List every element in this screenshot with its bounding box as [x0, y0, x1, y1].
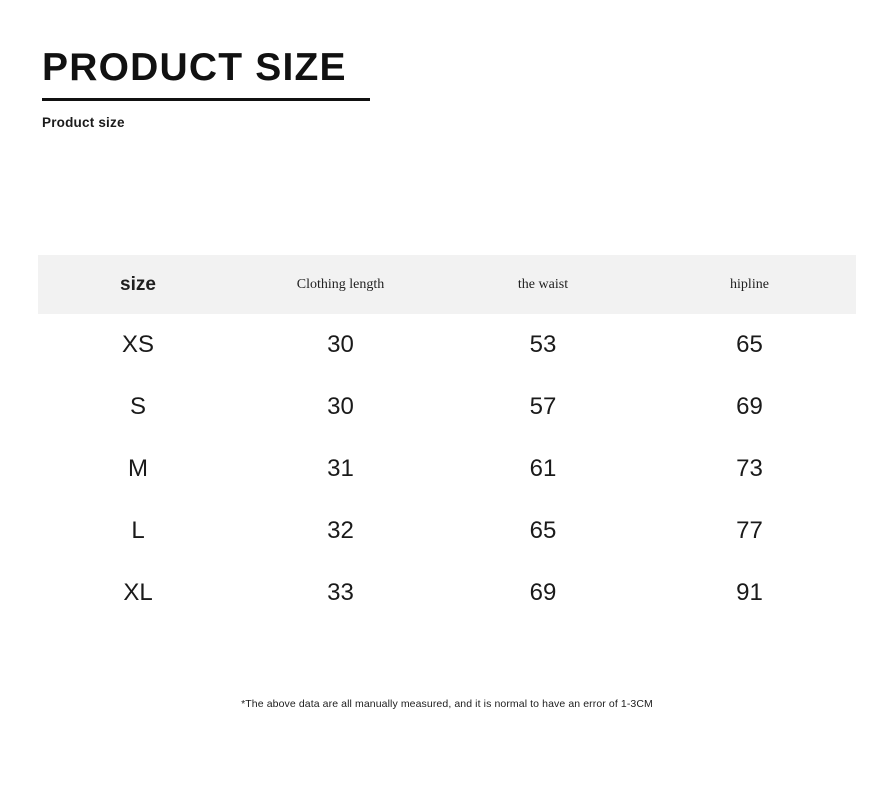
cell-hipline: 73	[736, 455, 763, 482]
cell-size: XS	[121, 331, 154, 358]
cell-hipline: 65	[736, 331, 763, 358]
cell-the-waist: 61	[529, 455, 557, 482]
table-row	[38, 376, 856, 438]
table-row	[38, 562, 856, 624]
title-underline-divider	[42, 98, 370, 101]
cell-size: XL	[123, 579, 153, 606]
cell-clothing-length: 32	[327, 517, 354, 544]
table-row	[38, 438, 856, 500]
cell-hipline: 91	[736, 579, 763, 606]
column-header-the-waist: the waist	[517, 276, 569, 292]
cell-the-waist: 57	[529, 393, 557, 420]
cell-the-waist: 53	[529, 331, 557, 358]
page-title: PRODUCT SIZE	[42, 46, 347, 89]
cell-clothing-length: 30	[327, 393, 354, 420]
page-header	[40, 48, 640, 130]
size-chart-container	[38, 255, 856, 624]
table-body	[38, 314, 856, 624]
column-header-hipline: hipline	[730, 276, 769, 292]
cell-hipline: 69	[736, 393, 763, 420]
cell-size: M	[128, 455, 148, 482]
table-header-row	[38, 255, 856, 314]
table-row	[38, 500, 856, 562]
cell-hipline: 77	[736, 517, 763, 544]
cell-clothing-length: 30	[327, 331, 354, 358]
cell-the-waist: 65	[529, 517, 557, 544]
cell-clothing-length: 31	[327, 455, 354, 482]
table-header	[38, 255, 856, 314]
size-chart-table	[38, 255, 856, 624]
cell-size: L	[131, 517, 145, 544]
measurement-disclaimer-note: *The above data are all manually measured, and it is normal to have an error of 1-3CM	[241, 698, 653, 710]
cell-the-waist: 69	[529, 579, 557, 606]
cell-clothing-length: 33	[327, 579, 354, 606]
table-row	[38, 314, 856, 376]
cell-size: S	[129, 393, 146, 420]
page-subtitle: Product size	[42, 114, 125, 130]
column-header-clothing-length: Clothing length	[296, 276, 385, 292]
column-header-size: size	[120, 273, 156, 295]
